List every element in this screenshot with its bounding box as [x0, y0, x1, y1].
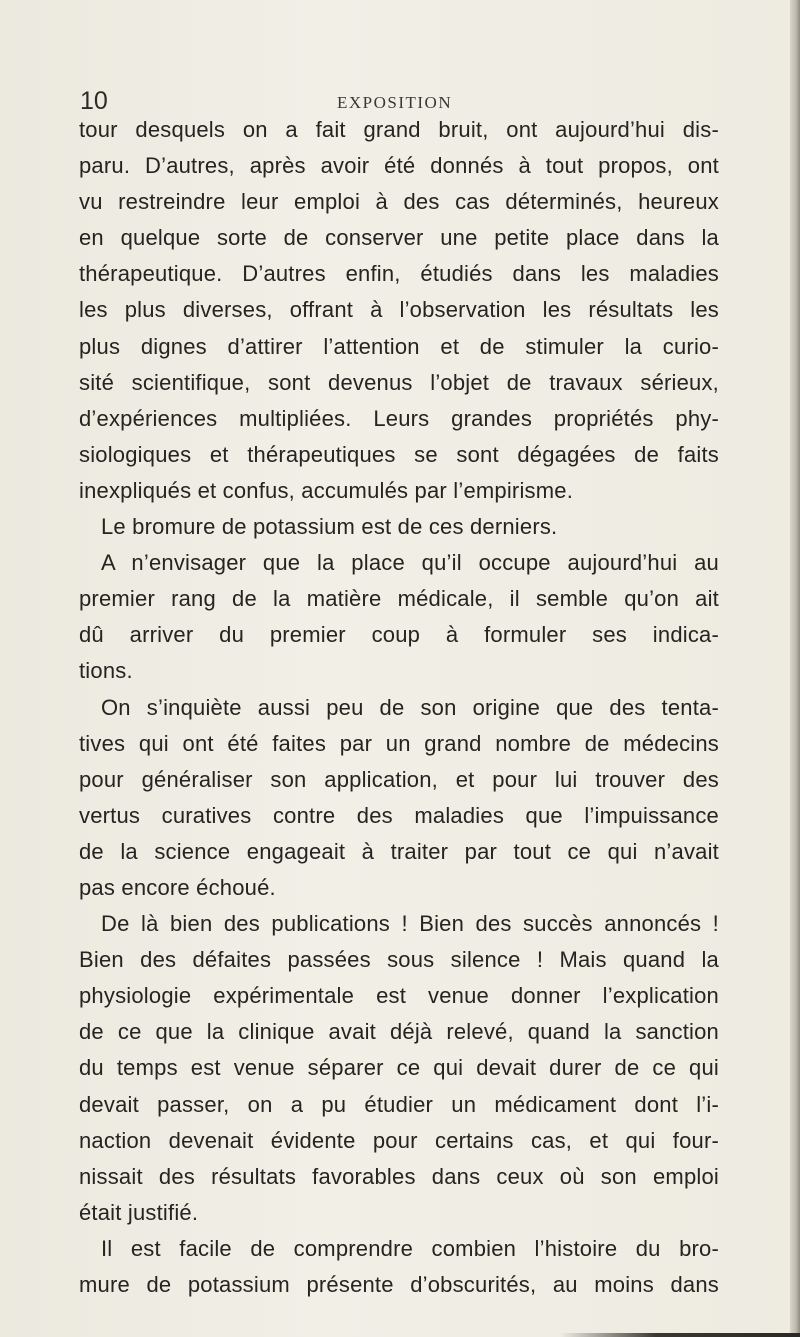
text-line: physiologie expérimentale est venue donner l’explication: [79, 983, 719, 1009]
text-line: thérapeutique. D’autres enfin, étudiés dans les maladies: [79, 261, 719, 287]
text-line: tour desquels on a fait grand bruit, ont aujourd’hui dis-: [79, 117, 719, 142]
text-line: les plus diverses, offrant à l’observation les résultats les: [79, 297, 719, 323]
text-line: premier rang de la matière médicale, il semble qu’on ait: [79, 586, 719, 612]
text-line: d’expériences multipliées. Leurs grandes propriétés phy-: [79, 405, 719, 431]
text-line: Le bromure de potassium est de ces derniers.: [101, 514, 558, 540]
running-head: EXPOSITION: [337, 93, 453, 112]
body-text: [79, 112, 719, 1303]
text-line: paru. D’autres, après avoir été donnés à tout propos, ont: [79, 153, 719, 179]
text-line: vertus curatives contre des maladies que l’impuissance: [79, 802, 719, 828]
text-line: mure de potassium présente d’obscurités, au moins dans: [79, 1272, 719, 1297]
text-line: de ce que la clinique avait déjà relevé, quand la sanction: [79, 1019, 719, 1045]
text-line: nissait des résultats favorables dans ceux où son emploi: [79, 1163, 719, 1189]
text-line: sité scientifique, sont devenus l’objet de travaux sérieux,: [79, 369, 719, 395]
text-line: siologiques et thérapeutiques se sont dégagées de faits: [79, 441, 719, 467]
text-line: A n’envisager que la place qu’il occupe aujourd’hui au: [101, 550, 719, 576]
page-bottom-shadow: [560, 1333, 800, 1337]
text-line: pas encore échoué.: [79, 874, 276, 900]
text-line: pour généraliser son application, et pour lui trouver des: [79, 766, 719, 792]
text-line: devait passer, on a pu étudier un médicament dont l’i-: [79, 1091, 719, 1117]
text-line: Il est facile de comprendre combien l’histoire du bro-: [101, 1235, 719, 1261]
text-line: vu restreindre leur emploi à des cas déterminés, heureux: [79, 189, 719, 215]
text-line: tives qui ont été faites par un grand nombre de médecins: [79, 730, 719, 756]
page-edge-shadow: [790, 0, 800, 1337]
text-line: Bien des défaites passées sous silence ! Mais quand la: [79, 947, 719, 973]
text-line: De là bien des publications ! Bien des succès annoncés !: [101, 911, 719, 937]
page-number: 10: [80, 87, 108, 115]
text-line: naction devenait évidente pour certains cas, et qui four-: [79, 1127, 719, 1153]
text-line: inexpliqués et confus, accumulés par l’empirisme.: [79, 477, 574, 503]
text-line: plus dignes d’attirer l’attention et de stimuler la curio-: [79, 333, 719, 359]
text-line: On s’inquiète aussi peu de son origine que des tenta-: [101, 694, 719, 720]
text-line: était justifié.: [79, 1199, 199, 1225]
text-line: tions.: [79, 658, 133, 684]
text-line: du temps est venue séparer ce qui devait durer de ce qui: [79, 1055, 719, 1081]
text-line: de la science engageait à traiter par tout ce qui n’avait: [79, 838, 719, 864]
text-line: dû arriver du premier coup à formuler ses indica-: [79, 622, 719, 648]
text-line: en quelque sorte de conserver une petite place dans la: [79, 225, 719, 251]
